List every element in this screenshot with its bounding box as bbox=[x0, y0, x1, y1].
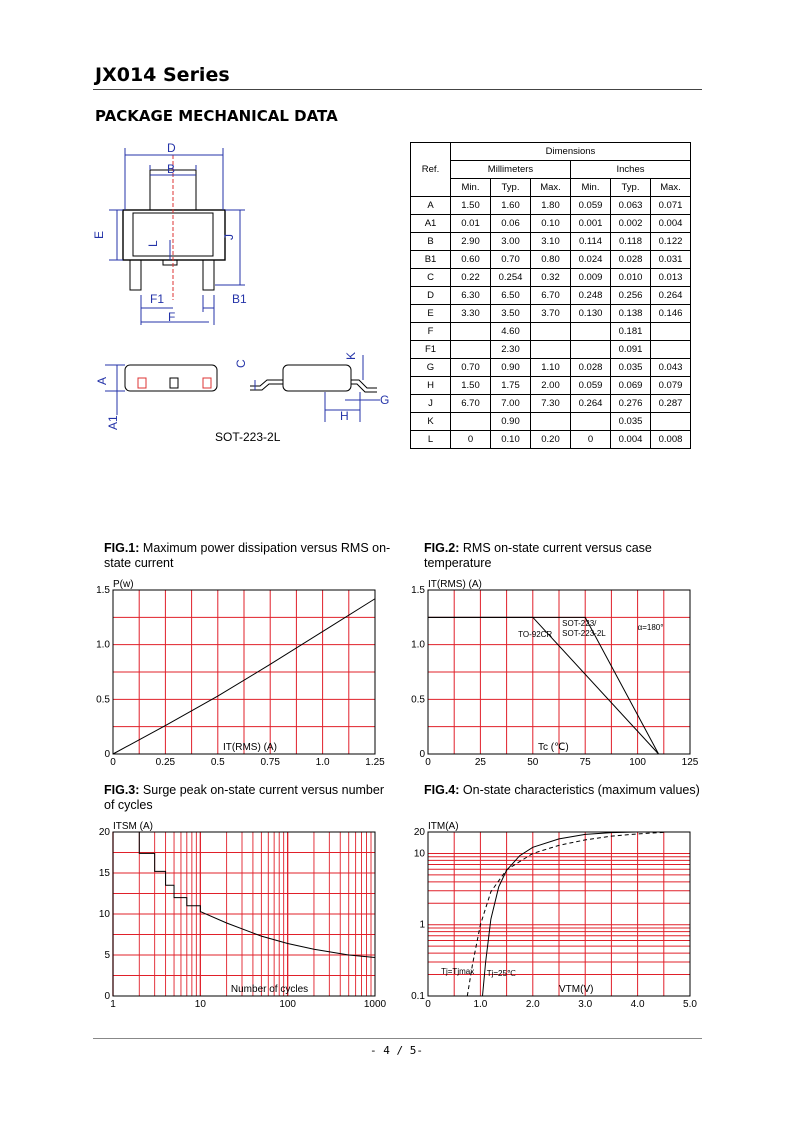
subheader-cell: Typ. bbox=[611, 179, 651, 197]
package-drawing bbox=[92, 140, 395, 430]
fig4-caption: FIG.4: On-state characteristics (maximum values) bbox=[424, 783, 700, 797]
table-cell: 0.10 bbox=[531, 215, 571, 233]
label-A1: A1 bbox=[106, 415, 120, 430]
table-cell: 0.287 bbox=[651, 395, 691, 413]
table-cell: 6.70 bbox=[531, 287, 571, 305]
table-cell: 2.00 bbox=[531, 377, 571, 395]
table-cell: 4.60 bbox=[491, 323, 531, 341]
y-tick-label: 15 bbox=[98, 868, 110, 879]
table-row bbox=[411, 413, 691, 431]
x-tick-label: 0 bbox=[110, 757, 116, 768]
table-cell: A1 bbox=[411, 215, 451, 233]
table-row bbox=[411, 215, 691, 233]
y-tick-label: 0 bbox=[104, 749, 110, 760]
table-cell: 0.06 bbox=[491, 215, 531, 233]
table-row bbox=[411, 377, 691, 395]
label-F: F bbox=[168, 310, 176, 324]
header-dimensions: Dimensions bbox=[451, 143, 691, 161]
x-axis-label: IT(RMS) (A) bbox=[223, 742, 277, 753]
table-cell: 0.069 bbox=[611, 377, 651, 395]
table-cell: 0.024 bbox=[571, 251, 611, 269]
x-tick-label: 0 bbox=[425, 757, 431, 768]
table-cell: 1.50 bbox=[451, 197, 491, 215]
x-tick-label: 1000 bbox=[363, 999, 387, 1010]
header-millimeters: Millimeters bbox=[451, 161, 571, 179]
page-number: - 4 / 5- bbox=[370, 1044, 423, 1057]
table-cell bbox=[451, 341, 491, 359]
x-tick-label: 10 bbox=[194, 999, 206, 1010]
table-cell: 0.181 bbox=[611, 323, 651, 341]
table-cell: 3.00 bbox=[491, 233, 531, 251]
table-cell: 0.80 bbox=[531, 251, 571, 269]
table-cell: 6.30 bbox=[451, 287, 491, 305]
x-tick-label: 0.5 bbox=[210, 757, 225, 768]
footer-rule bbox=[93, 1038, 702, 1039]
table-cell: 0.004 bbox=[651, 215, 691, 233]
fig4-chart bbox=[400, 814, 710, 1009]
label-L: L bbox=[146, 240, 160, 247]
y-axis-label: ITSM (A) bbox=[113, 821, 153, 832]
table-cell bbox=[531, 341, 571, 359]
label-D: D bbox=[167, 141, 176, 155]
table-cell: E bbox=[411, 305, 451, 323]
table-cell: 3.70 bbox=[531, 305, 571, 323]
y-tick-label: 10 bbox=[413, 848, 425, 860]
table-row bbox=[411, 431, 691, 449]
table-cell bbox=[531, 323, 571, 341]
table-cell: 1.60 bbox=[491, 197, 531, 215]
table-cell: D bbox=[411, 287, 451, 305]
table-cell: 7.00 bbox=[491, 395, 531, 413]
y-axis-label: IT(RMS) (A) bbox=[428, 579, 482, 590]
label-B: B bbox=[167, 162, 176, 176]
table-cell bbox=[651, 413, 691, 431]
y-tick-label: 5 bbox=[104, 950, 110, 961]
table-cell: 0.20 bbox=[531, 431, 571, 449]
y-tick-label: 0.5 bbox=[411, 694, 425, 706]
table-row bbox=[411, 287, 691, 305]
table-cell: A bbox=[411, 197, 451, 215]
table-cell: 0.248 bbox=[571, 287, 611, 305]
table-cell: 0.002 bbox=[611, 215, 651, 233]
table-cell bbox=[451, 413, 491, 431]
table-cell bbox=[571, 413, 611, 431]
table-cell bbox=[651, 323, 691, 341]
table-cell: 0.256 bbox=[611, 287, 651, 305]
x-tick-label: 5.0 bbox=[683, 999, 697, 1010]
y-tick-label: 20 bbox=[98, 827, 110, 838]
table-cell: 0.22 bbox=[451, 269, 491, 287]
table-cell: 0.118 bbox=[611, 233, 651, 251]
x-axis-label: Number of cycles bbox=[230, 984, 309, 995]
table-cell: 2.90 bbox=[451, 233, 491, 251]
table-cell: B1 bbox=[411, 251, 451, 269]
table-cell bbox=[451, 323, 491, 341]
table-cell: C bbox=[411, 269, 451, 287]
fig1-chart bbox=[85, 572, 395, 772]
x-tick-label: 125 bbox=[681, 757, 699, 768]
table-cell: 0.028 bbox=[571, 359, 611, 377]
table-cell: 1.75 bbox=[491, 377, 531, 395]
annotation-label: α=180° bbox=[637, 623, 664, 632]
x-axis-label: Tc (℃) bbox=[538, 742, 569, 753]
y-tick-label: 0.1 bbox=[411, 991, 425, 1002]
table-cell: 0.001 bbox=[571, 215, 611, 233]
x-tick-label: 50 bbox=[527, 757, 539, 768]
table-row bbox=[411, 233, 691, 251]
table-cell: 0.013 bbox=[651, 269, 691, 287]
table-cell bbox=[571, 341, 611, 359]
title-rule bbox=[93, 89, 702, 90]
table-cell: 1.10 bbox=[531, 359, 571, 377]
table-cell: 3.50 bbox=[491, 305, 531, 323]
table-cell: 0.043 bbox=[651, 359, 691, 377]
table-cell: 0.70 bbox=[491, 251, 531, 269]
x-tick-label: 3.0 bbox=[578, 999, 593, 1010]
table-cell: 0.138 bbox=[611, 305, 651, 323]
table-cell: 2.30 bbox=[491, 341, 531, 359]
annotation-label: SOT-223/ bbox=[562, 619, 597, 628]
table-row bbox=[411, 395, 691, 413]
y-tick-label: 0 bbox=[104, 991, 110, 1002]
table-cell: 6.70 bbox=[451, 395, 491, 413]
table-row bbox=[411, 197, 691, 215]
table-cell: 0.60 bbox=[451, 251, 491, 269]
table-cell: 0.059 bbox=[571, 197, 611, 215]
table-cell bbox=[651, 341, 691, 359]
fig3-chart bbox=[85, 814, 395, 1009]
table-cell: J bbox=[411, 395, 451, 413]
table-row bbox=[411, 305, 691, 323]
label-B1: B1 bbox=[232, 292, 247, 306]
fig2-caption: FIG.2: RMS on-state current versus case temperature bbox=[424, 541, 652, 570]
table-cell: 0.004 bbox=[611, 431, 651, 449]
y-tick-label: 20 bbox=[413, 827, 425, 838]
y-tick-label: 1 bbox=[419, 919, 425, 931]
table-cell: 0.063 bbox=[611, 197, 651, 215]
table-cell bbox=[571, 323, 611, 341]
table-cell: 0.114 bbox=[571, 233, 611, 251]
subheader-cell: Min. bbox=[571, 179, 611, 197]
label-G: G bbox=[380, 393, 390, 407]
x-tick-label: 4.0 bbox=[630, 999, 645, 1010]
table-row bbox=[411, 251, 691, 269]
table-cell: 0.90 bbox=[491, 413, 531, 431]
table-cell: 0.01 bbox=[451, 215, 491, 233]
table-cell: 0.264 bbox=[651, 287, 691, 305]
table-cell: 1.80 bbox=[531, 197, 571, 215]
table-cell: 7.30 bbox=[531, 395, 571, 413]
package-caption: SOT-223-2L bbox=[215, 430, 281, 444]
table-cell: 0 bbox=[571, 431, 611, 449]
y-tick-label: 1.5 bbox=[96, 585, 110, 596]
fig1-caption: FIG.1: Maximum power dissipation versus RMS on-state current bbox=[104, 541, 391, 570]
table-row bbox=[411, 269, 691, 287]
subheader-cell: Max. bbox=[651, 179, 691, 197]
table-cell: H bbox=[411, 377, 451, 395]
y-axis-label: P(w) bbox=[113, 579, 134, 590]
legend-label: Tj=25℃ bbox=[486, 969, 516, 978]
table-cell: 0.071 bbox=[651, 197, 691, 215]
series-line bbox=[113, 832, 375, 957]
table-cell: 0.031 bbox=[651, 251, 691, 269]
subheader-cell: Min. bbox=[451, 179, 491, 197]
x-tick-label: 1.0 bbox=[473, 999, 488, 1010]
table-cell: 0.079 bbox=[651, 377, 691, 395]
table-cell: G bbox=[411, 359, 451, 377]
x-tick-label: 2.0 bbox=[525, 999, 540, 1010]
table-cell: F1 bbox=[411, 341, 451, 359]
x-tick-label: 100 bbox=[279, 999, 297, 1010]
x-tick-label: 1 bbox=[110, 999, 116, 1010]
table-row bbox=[411, 341, 691, 359]
table-cell: 0.264 bbox=[571, 395, 611, 413]
table-cell: 1.50 bbox=[451, 377, 491, 395]
table-cell: 0.091 bbox=[611, 341, 651, 359]
y-tick-label: 1.0 bbox=[411, 639, 425, 651]
label-H: H bbox=[340, 409, 349, 423]
y-tick-label: 0.5 bbox=[96, 694, 110, 706]
table-cell: 0.32 bbox=[531, 269, 571, 287]
table-cell: 0.90 bbox=[491, 359, 531, 377]
label-J: J bbox=[222, 234, 236, 240]
table-cell: L bbox=[411, 431, 451, 449]
dimensions-table bbox=[410, 142, 691, 449]
x-axis-label: VTM(V) bbox=[559, 984, 594, 995]
table-cell: 0.035 bbox=[611, 413, 651, 431]
x-tick-label: 0.75 bbox=[260, 757, 280, 768]
annotation-label: TO-92CR bbox=[518, 630, 553, 639]
x-tick-label: 0.25 bbox=[155, 757, 176, 768]
x-tick-label: 25 bbox=[474, 757, 486, 768]
y-tick-label: 0 bbox=[419, 749, 425, 760]
document-title: JX014 Series bbox=[95, 64, 230, 86]
y-tick-label: 1.5 bbox=[411, 585, 425, 596]
label-A: A bbox=[95, 376, 109, 385]
x-tick-label: 75 bbox=[579, 757, 591, 768]
y-tick-label: 1.0 bbox=[96, 639, 110, 651]
annotation-label: SOT-223-2L bbox=[562, 629, 606, 638]
section-title: PACKAGE MECHANICAL DATA bbox=[95, 107, 338, 125]
header-inches: Inches bbox=[571, 161, 691, 179]
table-cell: 0.254 bbox=[491, 269, 531, 287]
table-cell: B bbox=[411, 233, 451, 251]
table-cell: 0.035 bbox=[611, 359, 651, 377]
table-cell: 0.028 bbox=[611, 251, 651, 269]
label-K: K bbox=[344, 351, 358, 360]
table-row bbox=[411, 323, 691, 341]
subheader-cell: Max. bbox=[531, 179, 571, 197]
label-F1: F1 bbox=[150, 292, 165, 306]
fig2-chart bbox=[400, 572, 710, 772]
label-E: E bbox=[92, 230, 106, 239]
table-cell: 3.30 bbox=[451, 305, 491, 323]
table-cell: 0.122 bbox=[651, 233, 691, 251]
header-ref: Ref. bbox=[411, 143, 451, 197]
table-cell: 0.059 bbox=[571, 377, 611, 395]
table-cell: 0.276 bbox=[611, 395, 651, 413]
fig3-caption: FIG.3: Surge peak on-state current versus number of cycles bbox=[104, 783, 385, 812]
x-tick-label: 1.25 bbox=[365, 757, 385, 768]
table-cell bbox=[531, 413, 571, 431]
table-cell: 0.010 bbox=[611, 269, 651, 287]
x-tick-label: 0 bbox=[425, 999, 431, 1010]
table-cell: 0.130 bbox=[571, 305, 611, 323]
table-row bbox=[411, 359, 691, 377]
legend-label: Tj=Tjmax bbox=[441, 967, 475, 976]
table-cell: 0.70 bbox=[451, 359, 491, 377]
table-cell: K bbox=[411, 413, 451, 431]
subheader-cell: Typ. bbox=[491, 179, 531, 197]
x-tick-label: 100 bbox=[629, 757, 646, 768]
x-tick-label: 1.0 bbox=[315, 757, 330, 768]
y-tick-label: 10 bbox=[98, 909, 110, 920]
table-cell: F bbox=[411, 323, 451, 341]
table-cell: 0 bbox=[451, 431, 491, 449]
table-cell: 0.008 bbox=[651, 431, 691, 449]
y-axis-label: ITM(A) bbox=[428, 821, 459, 832]
label-C: C bbox=[234, 359, 248, 368]
table-cell: 6.50 bbox=[491, 287, 531, 305]
table-cell: 3.10 bbox=[531, 233, 571, 251]
table-cell: 0.009 bbox=[571, 269, 611, 287]
table-cell: 0.146 bbox=[651, 305, 691, 323]
table-cell: 0.10 bbox=[491, 431, 531, 449]
